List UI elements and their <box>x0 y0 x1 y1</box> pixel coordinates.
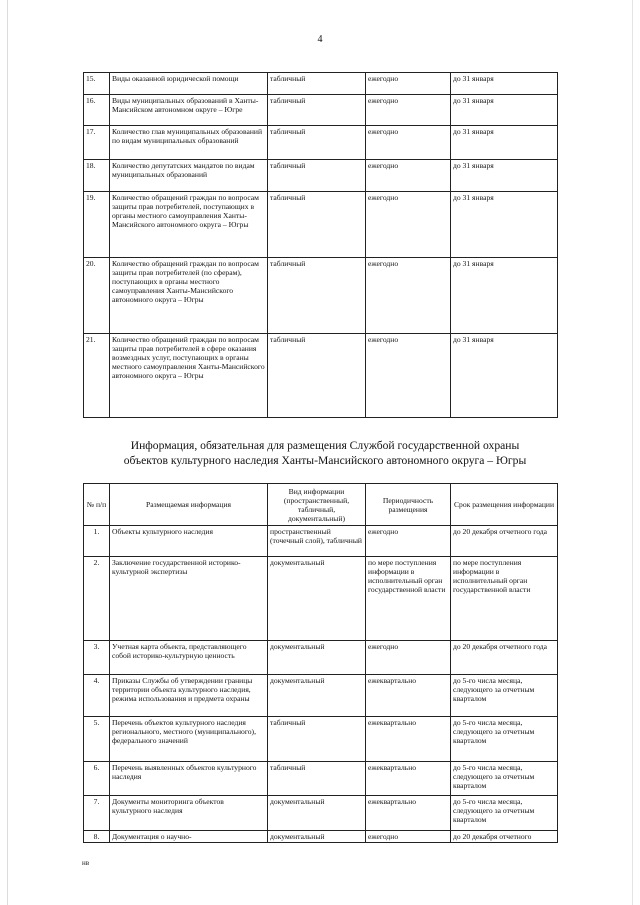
cell-num: 5. <box>84 717 110 762</box>
cell-period: ежегодно <box>366 526 451 557</box>
header-info: Размещаемая информация <box>110 484 268 526</box>
cell-type: табличный <box>268 126 366 160</box>
table-row <box>84 192 558 258</box>
cell-info: Учетная карта объекта, представляющего собой историко-культурную ценность <box>110 641 268 675</box>
cell-deadline: до 31 января <box>451 73 558 95</box>
header-type: Вид информации (пространственный, табличный, документальный) <box>268 484 366 526</box>
cell-deadline: до 31 января <box>451 160 558 192</box>
table-row <box>84 126 558 160</box>
cell-period: ежеквартально <box>366 675 451 717</box>
section-heading-line-1: Информация, обязательная для размещения Службой государственной охраны <box>130 439 520 452</box>
section-heading <box>60 438 590 468</box>
table-row <box>84 526 558 557</box>
cell-deadline: по мере поступления информации в исполнительный орган государственной власти <box>451 557 558 641</box>
cell-info: Заключение государственной историко-культурной экспертизы <box>110 557 268 641</box>
cell-info: Документы мониторинга объектов культурного наследия <box>110 796 268 831</box>
cell-deadline: до 5-го числа месяца, следующего за отчетным кварталом <box>451 675 558 717</box>
cell-type: табличный <box>268 160 366 192</box>
cell-num: 6. <box>84 762 110 796</box>
cell-period: ежегодно <box>366 258 451 334</box>
cell-period: ежегодно <box>366 334 451 418</box>
cell-num: 20. <box>84 258 110 334</box>
cell-deadline: до 31 января <box>451 334 558 418</box>
header-deadline: Срок размещения информации <box>451 484 558 526</box>
scan-edge-left <box>7 0 8 905</box>
table-row <box>84 334 558 418</box>
cell-period: ежеквартально <box>366 762 451 796</box>
cell-period: ежеквартально <box>366 796 451 831</box>
cell-deadline: до 31 января <box>451 95 558 126</box>
cell-info: Перечень выявленных объектов культурного наследия <box>110 762 268 796</box>
table-row <box>84 675 558 717</box>
table-continuation <box>83 72 558 418</box>
cell-num: 17. <box>84 126 110 160</box>
cell-deadline: до 31 января <box>451 192 558 258</box>
table-row <box>84 796 558 831</box>
cell-deadline: до 5-го числа месяца, следующего за отчетным кварталом <box>451 717 558 762</box>
cell-period: ежеквартально <box>366 717 451 762</box>
cell-info: Количество обращений граждан по вопросам защиты прав потребителей (по сферам), поступающих в органы местного самоуправления Ханты-Мансийского автономного округа – Югры <box>110 258 268 334</box>
header-period: Периодичность размещения <box>366 484 451 526</box>
cell-info: Объекты культурного наследия <box>110 526 268 557</box>
table-row <box>84 557 558 641</box>
cell-num: 7. <box>84 796 110 831</box>
cell-type: табличный <box>268 717 366 762</box>
cell-deadline: до 20 декабря отчетного года <box>451 526 558 557</box>
cell-num: 18. <box>84 160 110 192</box>
cell-info: Перечень объектов культурного наследия регионального, местного (муниципального), федерального значений <box>110 717 268 762</box>
cell-period: ежегодно <box>366 831 451 843</box>
cell-type: документальный <box>268 675 366 717</box>
table-row <box>84 762 558 796</box>
cell-info: Количество обращений граждан по вопросам защиты прав потребителей в сфере оказания возмездных услуг, поступающих в органы местного самоуправления Ханты-Мансийского автономного округа – Югры <box>110 334 268 418</box>
cell-info: Приказы Службы об утверждении границы территории объекта культурного наследия, режима использования и предмета охраны <box>110 675 268 717</box>
cell-deadline: до 20 декабря отчетного <box>451 831 558 843</box>
section-heading-line-2: объектов культурного наследия Ханты-Мансийского автономного округа – Югры <box>123 454 527 467</box>
cell-type: документальный <box>268 557 366 641</box>
cell-type: табличный <box>268 258 366 334</box>
cell-type: документальный <box>268 641 366 675</box>
cell-deadline: до 5-го числа месяца, следующего за отчетным кварталом <box>451 762 558 796</box>
cell-info: Виды муниципальных образований в Ханты-Мансийском автономном округе – Югре <box>110 95 268 126</box>
table-row <box>84 160 558 192</box>
table-header-row <box>84 484 558 526</box>
cell-num: 4. <box>84 675 110 717</box>
cell-type: табличный <box>268 762 366 796</box>
scan-edge-right <box>632 0 633 905</box>
cell-num: 16. <box>84 95 110 126</box>
cell-info: Количество обращений граждан по вопросам защиты прав потребителей, поступающих в органы местного самоуправления Ханты-Мансийского автономного округа – Югры <box>110 192 268 258</box>
cell-num: 15. <box>84 73 110 95</box>
cell-period: ежегодно <box>366 641 451 675</box>
table-row <box>84 258 558 334</box>
cell-info: Виды оказанной юридической помощи <box>110 73 268 95</box>
cell-deadline: до 20 декабря отчетного года <box>451 641 558 675</box>
cell-deadline: до 5-го числа месяца, следующего за отчетным кварталом <box>451 796 558 831</box>
cell-info: Документация о научно- <box>110 831 268 843</box>
page-number: 4 <box>317 34 323 45</box>
cell-type: табличный <box>268 334 366 418</box>
cell-type: табличный <box>268 95 366 126</box>
footer-mark: нв <box>82 859 90 867</box>
cell-period: по мере поступления информации в исполнительный орган государственной власти <box>366 557 451 641</box>
cell-deadline: до 31 января <box>451 126 558 160</box>
cell-num: 3. <box>84 641 110 675</box>
cell-type: пространственный (точечный слой), табличный <box>268 526 366 557</box>
table-heritage-service <box>83 483 558 843</box>
cell-period: ежегодно <box>366 126 451 160</box>
table-row <box>84 641 558 675</box>
cell-period: ежегодно <box>366 73 451 95</box>
table-row <box>84 73 558 95</box>
table-row <box>84 717 558 762</box>
cell-num: 8. <box>84 831 110 843</box>
cell-num: 21. <box>84 334 110 418</box>
cell-period: ежегодно <box>366 192 451 258</box>
table-row <box>84 831 558 843</box>
header-num: № п/п <box>84 484 110 526</box>
cell-period: ежегодно <box>366 95 451 126</box>
cell-num: 1. <box>84 526 110 557</box>
cell-deadline: до 31 января <box>451 258 558 334</box>
cell-num: 19. <box>84 192 110 258</box>
cell-type: табличный <box>268 192 366 258</box>
table-row <box>84 95 558 126</box>
cell-type: документальный <box>268 796 366 831</box>
cell-period: ежегодно <box>366 160 451 192</box>
cell-type: табличный <box>268 73 366 95</box>
cell-num: 2. <box>84 557 110 641</box>
cell-info: Количество депутатских мандатов по видам муниципальных образований <box>110 160 268 192</box>
cell-info: Количество глав муниципальных образований по видам муниципальных образований <box>110 126 268 160</box>
cell-type: документальный <box>268 831 366 843</box>
